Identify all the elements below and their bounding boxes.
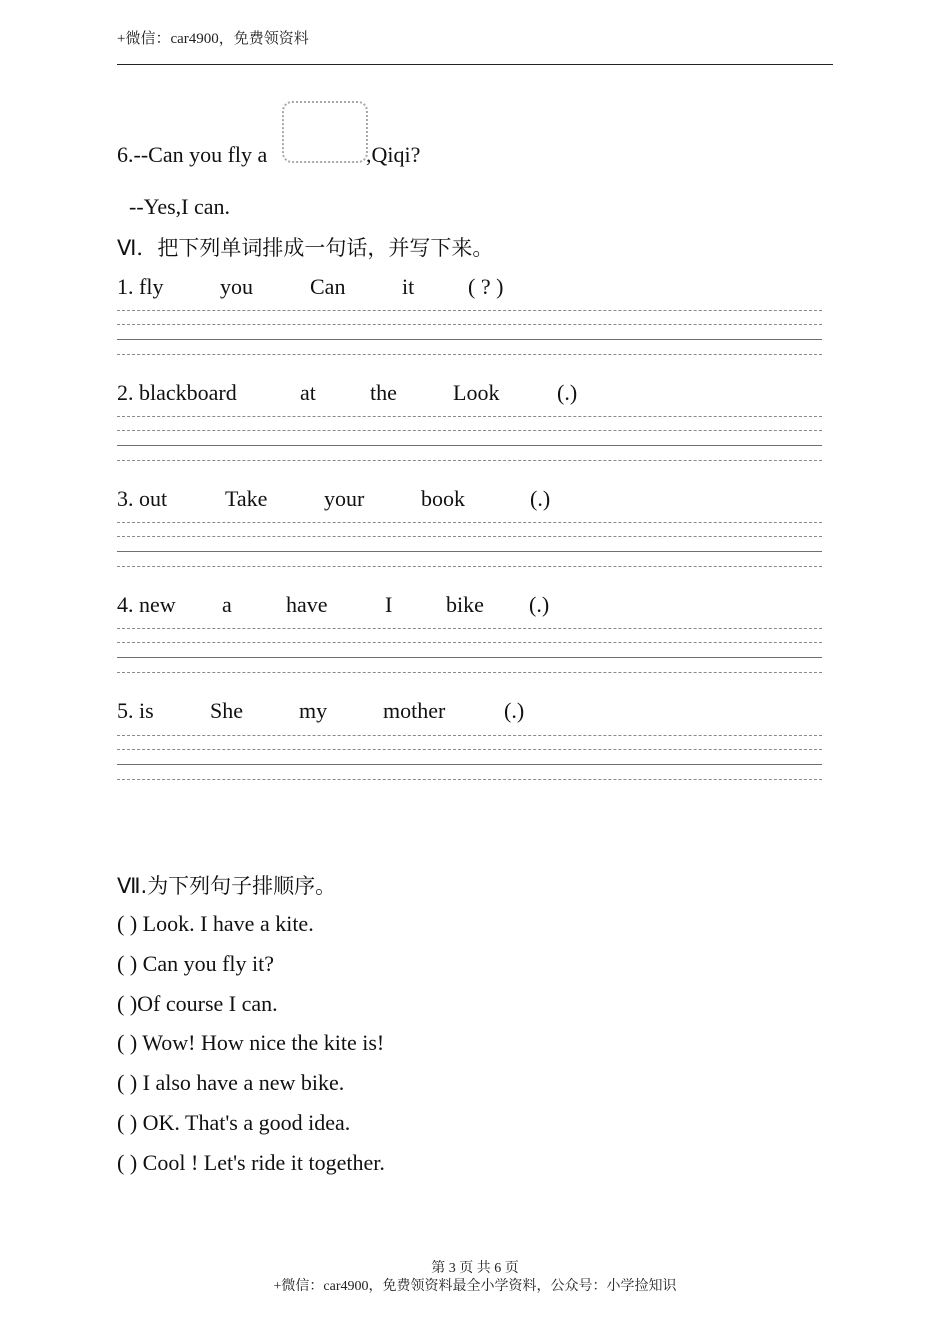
writing-lines-3[interactable] (117, 522, 822, 570)
order-sentence-7: ( ) Cool ! Let's ride it together. (117, 1150, 385, 1175)
word: have (286, 592, 328, 617)
page-number: 第 3 页 共 6 页 (431, 1261, 519, 1276)
word: it (402, 274, 415, 299)
section-7-title: Ⅶ.为下列句子排顺序。 (117, 874, 337, 898)
order-sentence-5: ( ) I also have a new bike. (117, 1070, 345, 1095)
order-sentence-1: ( ) Look. I have a kite. (117, 911, 314, 936)
q6-answer: --Yes,I can. (129, 194, 231, 219)
order-sentence-2: ( ) Can you fly it? (117, 951, 275, 976)
word: your (324, 486, 365, 511)
writing-lines-2[interactable] (117, 416, 822, 464)
word: 1. fly (117, 274, 164, 299)
word: book (421, 486, 465, 511)
word: 5. is (117, 698, 154, 723)
word: at (300, 380, 316, 405)
q6-question-prefix: 6.--Can you fly a (117, 142, 268, 167)
word: (.) (530, 486, 551, 511)
writing-lines-4[interactable] (117, 628, 822, 676)
word: (.) (529, 592, 550, 617)
header-rule (117, 64, 833, 65)
header-note: +微信：car4900，免费领资料 (117, 31, 309, 47)
kite-picture-box (282, 101, 368, 163)
word: She (210, 698, 243, 723)
word: the (370, 380, 397, 405)
section-6-title: Ⅵ．把下列单词排成一句话，并写下来。 (117, 236, 494, 260)
word: my (299, 698, 328, 723)
word: 2. blackboard (117, 380, 237, 405)
word: I (385, 592, 393, 617)
writing-lines-1[interactable] (117, 310, 822, 358)
word: (.) (504, 698, 525, 723)
q6-question-suffix: ,Qiqi? (366, 142, 421, 167)
order-sentence-3: ( )Of course I can. (117, 991, 278, 1016)
order-sentence-6: ( ) OK. That's a good idea. (117, 1110, 351, 1135)
word: mother (383, 698, 446, 723)
word: 3. out (117, 486, 168, 511)
word: bike (446, 592, 484, 617)
word: Take (225, 486, 268, 511)
word: (.) (557, 380, 578, 405)
word: you (220, 274, 253, 299)
word: ( ? ) (468, 274, 504, 299)
footer-note: +微信：car4900，免费领资料最全小学资料，公众号：小学捡知识 (273, 1279, 677, 1294)
word: Look (453, 380, 500, 405)
order-sentence-4: ( ) Wow! How nice the kite is! (117, 1030, 385, 1055)
word: a (222, 592, 232, 617)
word: 4. new (117, 592, 176, 617)
writing-lines-5[interactable] (117, 735, 822, 783)
word: Can (310, 274, 346, 299)
